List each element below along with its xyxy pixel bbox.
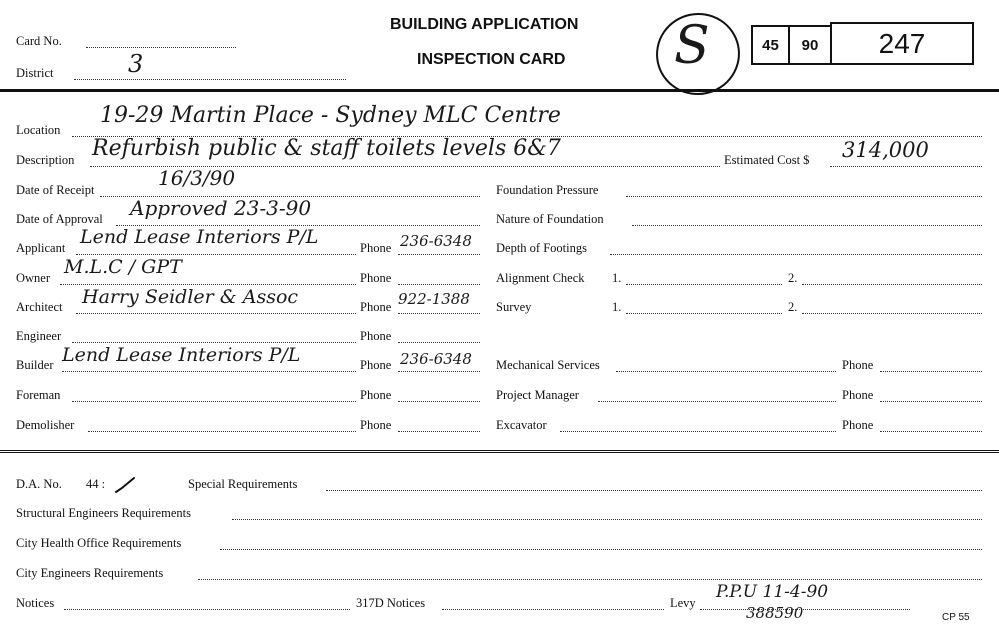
applicant-phone-field xyxy=(398,254,480,255)
card-number-box: 247 xyxy=(830,22,974,65)
special-requirements-label: Special Requirements xyxy=(188,477,298,491)
architect-phone-value: 922-1388 xyxy=(398,290,470,308)
notices-317d-field xyxy=(442,609,664,610)
applicant-label: Applicant xyxy=(16,241,66,255)
receipt-value: 16/3/90 xyxy=(158,166,236,190)
builder-phone-value: 236-6348 xyxy=(400,350,472,368)
engineer-phone-label: Phone xyxy=(360,329,392,343)
section-divider xyxy=(0,450,999,453)
project-manager-phone-field xyxy=(880,401,982,402)
builder-label: Builder xyxy=(16,358,54,372)
architect-phone-label: Phone xyxy=(360,300,392,314)
structural-field xyxy=(232,519,982,520)
foundation-pressure-label: Foundation Pressure xyxy=(496,183,599,197)
excavator-phone-label: Phone xyxy=(842,418,874,432)
city-engineers-label: City Engineers Requirements xyxy=(16,566,164,580)
architect-field xyxy=(76,313,356,314)
builder-phone-field xyxy=(398,371,480,372)
estimated-cost-field xyxy=(830,166,982,167)
project-manager-phone-label: Phone xyxy=(842,388,874,402)
foreman-label: Foreman xyxy=(16,388,61,402)
survey-field-2 xyxy=(802,313,982,314)
architect-label: Architect xyxy=(16,300,63,314)
levy-label: Levy xyxy=(670,596,696,610)
levy-value-2: 388590 xyxy=(746,604,804,622)
applicant-phone-value: 236-6348 xyxy=(400,232,472,250)
alignment-check-label: Alignment Check xyxy=(496,271,585,285)
foreman-phone-label: Phone xyxy=(360,388,392,402)
mechanical-phone-field xyxy=(880,371,982,372)
owner-value: M.L.C / GPT xyxy=(64,256,182,278)
builder-field xyxy=(62,371,356,372)
survey-label: Survey xyxy=(496,300,532,314)
location-value: 19-29 Martin Place - Sydney MLC Centre xyxy=(100,103,561,128)
architect-phone-field xyxy=(398,313,480,314)
description-label: Description xyxy=(16,153,75,167)
applicant-phone-label: Phone xyxy=(360,241,392,255)
approval-label: Date of Approval xyxy=(16,212,103,226)
demolisher-label: Demolisher xyxy=(16,418,75,432)
mechanical-field xyxy=(616,371,836,372)
notices-label: Notices xyxy=(16,596,55,610)
owner-label: Owner xyxy=(16,271,51,285)
levy-value-1: P.P.U 11-4-90 xyxy=(716,582,829,602)
project-manager-field xyxy=(598,401,836,402)
nature-foundation-label: Nature of Foundation xyxy=(496,212,604,226)
mechanical-label: Mechanical Services xyxy=(496,358,600,372)
location-label: Location xyxy=(16,123,61,137)
estimated-cost-value: 314,000 xyxy=(842,138,929,162)
code-box-b: 90 xyxy=(788,25,832,65)
nature-foundation-field xyxy=(632,225,982,226)
form-title-line2: INSPECTION CARD xyxy=(417,51,566,68)
architect-value: Harry Seidler & Assoc xyxy=(82,286,299,308)
owner-phone-label: Phone xyxy=(360,271,392,285)
structural-label: Structural Engineers Requirements xyxy=(16,506,191,520)
engineer-label: Engineer xyxy=(16,329,62,343)
special-requirements-field xyxy=(326,490,982,491)
estimated-cost-label: Estimated Cost $ xyxy=(724,153,810,167)
alignment-num-2: 2. xyxy=(788,271,798,285)
survey-num-2: 2. xyxy=(788,300,798,314)
demolisher-field xyxy=(88,431,356,432)
survey-field-1 xyxy=(626,313,782,314)
city-engineers-field xyxy=(198,579,982,580)
health-field xyxy=(220,549,982,550)
demolisher-phone-label: Phone xyxy=(360,418,392,432)
depth-footings-field xyxy=(610,254,982,255)
code-box-a: 45 xyxy=(751,25,790,65)
alignment-field-2 xyxy=(802,284,982,285)
circled-letter: S xyxy=(674,16,710,76)
district-value: 3 xyxy=(128,50,144,78)
district-label: District xyxy=(16,66,54,80)
form-code: CP 55 xyxy=(942,612,970,623)
notices-317d-label: 317D Notices xyxy=(356,596,426,610)
levy-field xyxy=(700,609,910,610)
foreman-phone-field xyxy=(398,401,480,402)
depth-footings-label: Depth of Footings xyxy=(496,241,587,255)
project-manager-label: Project Manager xyxy=(496,388,579,402)
health-label: City Health Office Requirements xyxy=(16,536,182,550)
demolisher-phone-field xyxy=(398,431,480,432)
receipt-label: Date of Receipt xyxy=(16,183,95,197)
builder-phone-label: Phone xyxy=(360,358,392,372)
engineer-field xyxy=(72,342,356,343)
foreman-field xyxy=(72,401,356,402)
owner-field xyxy=(60,284,356,285)
form-title-line1: BUILDING APPLICATION xyxy=(390,16,579,33)
mechanical-phone-label: Phone xyxy=(842,358,874,372)
alignment-field-1 xyxy=(626,284,782,285)
da-value: 44 : xyxy=(86,477,106,491)
alignment-num-1: 1. xyxy=(612,271,622,285)
builder-value: Lend Lease Interiors P/L xyxy=(62,344,301,366)
excavator-label: Excavator xyxy=(496,418,547,432)
notices-field xyxy=(64,609,350,610)
card-no-field xyxy=(86,47,236,48)
excavator-phone-field xyxy=(880,431,982,432)
da-check-mark xyxy=(114,476,138,496)
header-divider xyxy=(0,89,999,92)
applicant-value: Lend Lease Interiors P/L xyxy=(80,226,319,248)
excavator-field xyxy=(560,431,836,432)
engineer-phone-field xyxy=(398,342,480,343)
da-label: D.A. No. xyxy=(16,477,62,491)
district-field xyxy=(74,79,346,80)
owner-phone-field xyxy=(398,284,480,285)
applicant-field xyxy=(76,254,356,255)
foundation-pressure-field xyxy=(626,196,982,197)
survey-num-1: 1. xyxy=(612,300,622,314)
approval-value: Approved 23-3-90 xyxy=(130,196,312,220)
description-value: Refurbish public & staff toilets levels 6&7 xyxy=(92,136,561,161)
card-no-label: Card No. xyxy=(16,34,62,48)
